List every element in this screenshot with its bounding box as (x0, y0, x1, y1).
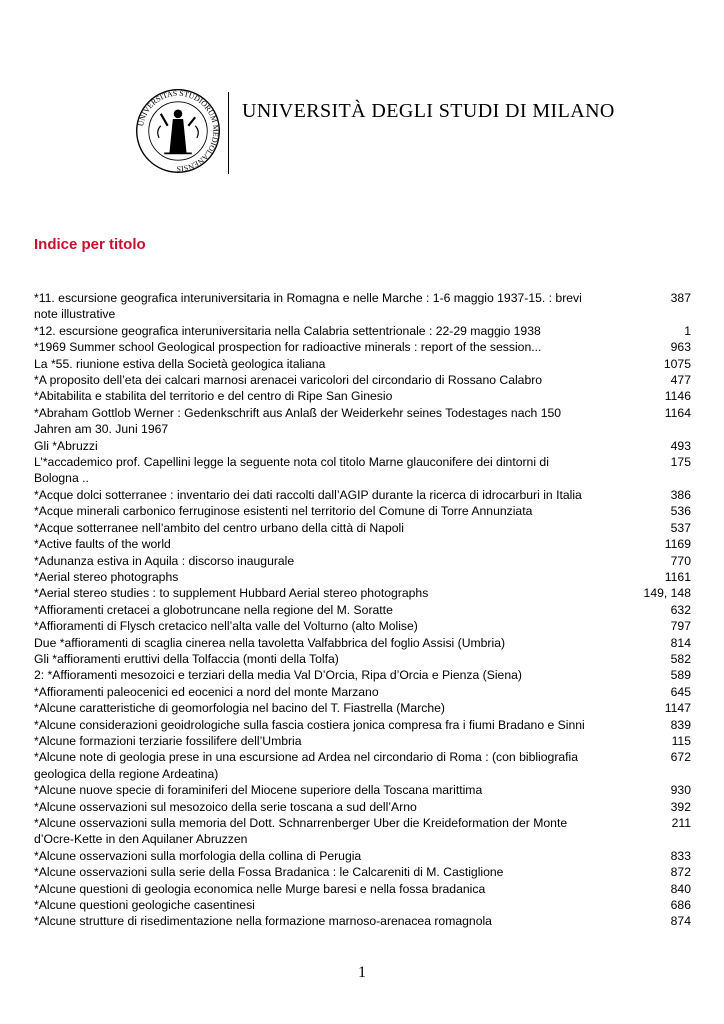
entry-page: 814 (670, 635, 691, 650)
index-entry (34, 602, 691, 618)
entry-page: 833 (670, 848, 691, 863)
index-entry (34, 454, 691, 487)
entry-page: 770 (670, 553, 691, 568)
entry-title: *Abitabilita e stabilita del territorio e del centro di Ripe San Ginesio (34, 389, 393, 404)
index-entry (34, 635, 691, 651)
entry-page: 1 (684, 323, 691, 338)
entry-title: *Aerial stereo photographs (34, 569, 179, 584)
entry-page: 672 (670, 750, 691, 765)
entry-title: Gli *Abruzzi (34, 438, 98, 453)
entry-page: 963 (670, 340, 691, 355)
index-entry (34, 782, 691, 798)
index-entry (34, 520, 691, 536)
index-entry (34, 339, 691, 355)
entry-page: 872 (670, 865, 691, 880)
entry-title: *Alcune osservazioni sul mesozoico della serie toscana a sud dell’Arno (34, 799, 417, 814)
index-entry (34, 717, 691, 733)
index-title: Indice per titolo (34, 236, 146, 253)
entry-page: 386 (670, 487, 691, 502)
entry-page: 589 (670, 668, 691, 683)
index-entry (34, 618, 691, 634)
entry-title: *Active faults of the world (34, 537, 171, 552)
entry-title: *Acque sotterranee nell’ambito del centro urbano della città di Napoli (34, 520, 404, 535)
index-entry (34, 749, 691, 782)
entry-page: 1164 (664, 405, 691, 420)
index-entry (34, 356, 691, 372)
entry-title: *Aerial stereo studies : to supplement Hubbard Aerial stereo photographs (34, 586, 429, 601)
entry-page: 477 (670, 373, 691, 388)
entry-title: 2: *Affioramenti mesozoici e terziari della media Val D’Orcia, Ripa d’Orcia e Pienza (Siena) (34, 668, 522, 683)
entry-page: 387 (670, 291, 691, 305)
index-entry (34, 290, 691, 323)
entry-page: 645 (670, 684, 691, 699)
index-entry (34, 651, 691, 667)
entry-page: 537 (670, 520, 691, 535)
entry-page: 839 (670, 717, 691, 732)
index-entry (34, 323, 691, 339)
entry-page: 115 (671, 733, 691, 748)
entry-title: *1969 Summer school Geological prospection for radioactive minerals : report of the session... (34, 340, 542, 355)
index-entry (34, 848, 691, 864)
entry-page: 1147 (664, 701, 691, 716)
entry-page: 840 (670, 881, 691, 896)
entry-title: *A proposito dell’eta dei calcari marnosi arenacei varicolori del circondario di Rossano Calabro (34, 373, 543, 388)
index-entry (34, 684, 691, 700)
index-entry (34, 700, 691, 716)
index-entry (34, 487, 691, 503)
entry-title: *Abraham Gottlob Werner : Gedenkschrift aus Anlaß der Weiderkehr seines Todestages nach 150 Jahren am 30. Juni 1967 (34, 405, 562, 437)
entry-title: *Alcune questioni di geologia economica nelle Murge baresi e nella fossa bradanica (34, 881, 486, 896)
entry-title: *Affioramenti paleocenici ed eocenici a nord del monte Marzano (34, 684, 379, 699)
index-entry (34, 733, 691, 749)
svg-text:UNIVERSITAS STUDIORUM MEDIOLAN: UNIVERSITAS STUDIORUM MEDIOLANENSIS (136, 88, 221, 174)
index-entry (34, 372, 691, 388)
index-entry (34, 667, 691, 683)
entry-title: *Alcune considerazioni geoidrologiche sulla fascia costiera jonica compresa fra i fiumi Bradano e Sinni (34, 717, 585, 732)
entry-title: *Alcune formazioni terziarie fossilifere dell’Umbria (34, 733, 302, 748)
entry-title: La *55. riunione estiva della Società geologica italiana (34, 356, 326, 371)
index-entry (34, 864, 691, 880)
index-entry (34, 438, 691, 454)
header-divider (228, 92, 229, 174)
entry-page: 874 (670, 914, 691, 929)
entry-title: *Alcune osservazioni sulla serie della Fossa Bradanica : le Calcareniti di M. Castiglione (34, 865, 504, 880)
entry-page: 686 (670, 898, 691, 913)
entry-page: 149, 148 (643, 586, 691, 601)
entry-page: 175 (670, 455, 691, 470)
entry-title: *Affioramenti di Flysch cretacico nell’alta valle del Volturno (alto Molise) (34, 619, 418, 634)
entry-title: *Alcune caratteristiche di geomorfologia nel bacino del T. Fiastrella (Marche) (34, 701, 445, 716)
entry-title: *Alcune nuove specie di foraminiferi del Miocene superiore della Toscana marittima (34, 783, 483, 798)
index-entry (34, 405, 691, 438)
entry-page: 1161 (664, 569, 691, 584)
entry-page: 1169 (664, 537, 691, 552)
entry-title: *Alcune osservazioni sulla memoria del Dott. Schnarrenberger Uber die Kreideformation der Monte d’Ocre-Kette in den Aquilaner Abruzzen (34, 816, 568, 847)
letterhead (135, 88, 695, 178)
entry-title: *11. escursione geografica interuniversitaria in Romagna e nelle Marche : 1-6 maggio 1937-15. : brevi note illustrative (34, 291, 582, 322)
index-list (34, 290, 691, 930)
university-name: UNIVERSITÀ DEGLI STUDI DI MILANO (242, 100, 615, 122)
entry-page: 930 (670, 783, 691, 798)
index-entry (34, 585, 691, 601)
entry-title: *Alcune note di geologia prese in una escursione ad Ardea nel circondario di Roma : (con bibliografia geologica della regione Ardeatina) (34, 750, 579, 781)
entry-title: *Alcune osservazioni sulla morfologia della collina di Perugia (34, 848, 362, 863)
entry-title: Gli *affioramenti eruttivi della Tolfaccia (monti della Tolfa) (34, 651, 339, 666)
index-entry (34, 503, 691, 519)
index-entry (34, 881, 691, 897)
page-number: 1 (358, 964, 366, 981)
index-entry (34, 569, 691, 585)
index-entry (34, 815, 691, 848)
entry-page: 493 (670, 438, 691, 453)
index-entry (34, 799, 691, 815)
index-entry (34, 536, 691, 552)
entry-title: *Acque dolci sotterranee : inventario dei dati raccolti dall’AGIP durante la ricerca di idrocarburi in Italia (34, 487, 582, 502)
index-entry (34, 553, 691, 569)
entry-page: 211 (671, 816, 691, 830)
entry-title: L’*accademico prof. Capellini legge la seguente nota col titolo Marne glauconifere dei dintorni di Bologna .. (34, 455, 549, 486)
university-seal-logo (135, 88, 221, 174)
entry-title: *12. escursione geografica interuniversitaria nella Calabria settentrionale : 22-29 maggio 1938 (34, 323, 541, 338)
index-entry (34, 913, 691, 929)
entry-page: 1146 (664, 389, 691, 404)
index-entry (34, 388, 691, 404)
index-entry (34, 897, 691, 913)
entry-title: Due *affioramenti di scaglia cinerea nella tavoletta Valfabbrica del foglio Assisi (Umbria) (34, 635, 506, 650)
entry-title: *Adunanza estiva in Aquila : discorso inaugurale (34, 553, 295, 568)
entry-page: 536 (670, 504, 691, 519)
entry-title: *Alcune strutture di risedimentazione nella formazione marnoso-arenacea romagnola (34, 914, 492, 929)
entry-page: 632 (670, 602, 691, 617)
entry-page: 797 (670, 619, 691, 634)
entry-page: 392 (670, 799, 691, 814)
entry-page: 1075 (663, 356, 691, 371)
entry-title: *Acque minerali carbonico ferruginose esistenti nel territorio del Comune di Torre Annunziata (34, 504, 533, 519)
entry-title: *Affioramenti cretacei a globotruncane nella regione del M. Soratte (34, 602, 393, 617)
entry-title: *Alcune questioni geologiche casentinesi (34, 898, 255, 913)
entry-page: 582 (670, 651, 691, 666)
